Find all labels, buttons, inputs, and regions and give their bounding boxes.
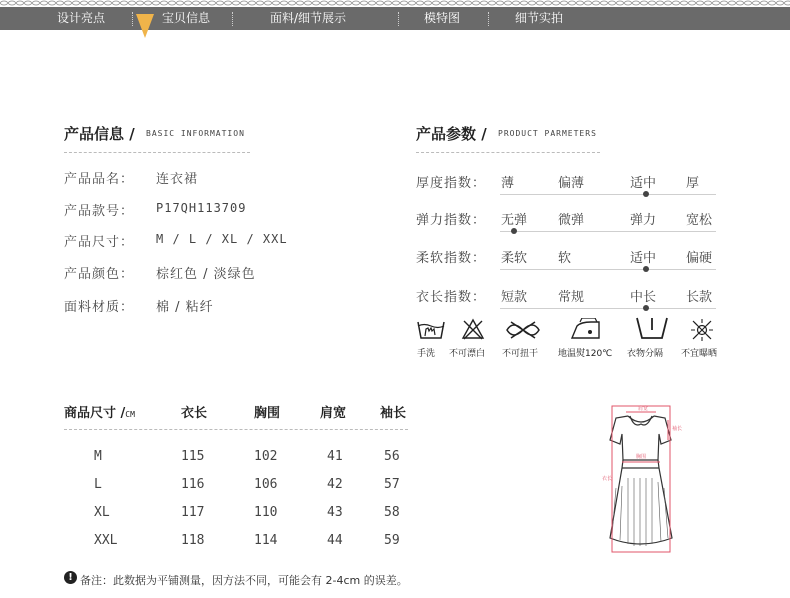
param-label: 衣长指数： bbox=[416, 290, 487, 305]
info-label-material: 面料材质： bbox=[64, 300, 135, 315]
no-bleach-icon bbox=[461, 318, 485, 340]
nav-divider bbox=[232, 12, 233, 26]
divider bbox=[416, 152, 600, 153]
param-level: 适中 bbox=[630, 176, 657, 191]
hand-wash-icon bbox=[416, 318, 446, 342]
diagram-label-chest: 胸围 bbox=[636, 454, 647, 460]
param-label: 厚度指数： bbox=[416, 176, 487, 191]
size-table-cell: 117 bbox=[181, 505, 205, 520]
size-table-cell: 56 bbox=[384, 449, 400, 464]
info-value-colors: 棕红色 / 淡绿色 bbox=[156, 267, 256, 282]
nav-item-model-photos[interactable]: 模特图 bbox=[424, 11, 461, 25]
dress-measurement-diagram bbox=[600, 398, 682, 556]
size-table-cell: 42 bbox=[327, 477, 343, 492]
info-value-material: 棉 / 粘纤 bbox=[156, 300, 214, 315]
param-level: 弹力 bbox=[630, 213, 657, 228]
param-scale-line bbox=[500, 194, 716, 195]
no-wring-icon bbox=[503, 320, 543, 340]
nav-item-design-highlights[interactable]: 设计亮点 bbox=[57, 11, 106, 25]
size-table-unit: CM bbox=[125, 410, 135, 419]
nav-divider bbox=[488, 12, 489, 26]
size-table-cell: 43 bbox=[327, 505, 343, 520]
care-label-no-sun-dry: 不宜曝晒 bbox=[681, 349, 718, 359]
info-value-name: 连衣裙 bbox=[156, 172, 199, 187]
size-table-cell: 58 bbox=[384, 505, 400, 520]
param-level: 适中 bbox=[630, 251, 657, 266]
param-level: 无弹 bbox=[501, 213, 528, 228]
section-nav bbox=[0, 7, 790, 30]
param-level: 中长 bbox=[630, 290, 657, 305]
info-label-colors: 产品颜色： bbox=[64, 267, 135, 282]
param-selected-marker bbox=[511, 228, 517, 234]
size-table-header-shoulder: 肩宽 bbox=[320, 406, 347, 421]
nav-divider bbox=[398, 12, 399, 26]
info-value-sizes: M / L / XL / XXL bbox=[156, 232, 288, 246]
size-table-size: XL bbox=[94, 505, 110, 520]
low-iron-icon bbox=[569, 318, 605, 342]
param-level: 偏薄 bbox=[558, 176, 585, 191]
param-level: 厚 bbox=[686, 176, 700, 191]
param-selected-marker bbox=[643, 191, 649, 197]
info-label-name: 产品品名： bbox=[64, 172, 135, 187]
diagram-label-sleeve: 袖长 bbox=[672, 426, 682, 432]
nav-item-product-info[interactable]: 宝贝信息 bbox=[162, 11, 211, 25]
size-table-cell: 106 bbox=[254, 477, 278, 492]
product-info-title-en: BASIC INFORMATION bbox=[146, 129, 245, 138]
size-table-size: M bbox=[94, 449, 102, 464]
top-border-pattern bbox=[0, 0, 790, 6]
measurement-note: 备注：此数据为平铺测量，因方法不同，可能会有 2-4cm 的误差。 bbox=[80, 574, 408, 587]
param-scale-line bbox=[500, 269, 716, 270]
param-level: 偏硬 bbox=[686, 251, 713, 266]
size-table-size: XXL bbox=[94, 533, 118, 548]
param-selected-marker bbox=[643, 266, 649, 272]
size-table-header-size: 商品尺寸 /CM bbox=[64, 406, 135, 421]
active-tab-indicator bbox=[136, 14, 154, 38]
size-table-cell: 57 bbox=[384, 477, 400, 492]
size-table-cell: 116 bbox=[181, 477, 205, 492]
size-table-cell: 44 bbox=[327, 533, 343, 548]
param-selected-marker bbox=[643, 305, 649, 311]
diagram-label-length: 衣长 bbox=[602, 476, 613, 482]
param-scale-line bbox=[500, 231, 716, 232]
size-table-size: L bbox=[94, 477, 102, 492]
param-level: 微弹 bbox=[558, 213, 585, 228]
size-table-cell: 114 bbox=[254, 533, 278, 548]
no-sun-dry-icon bbox=[690, 318, 714, 342]
product-params-title: 产品参数 / bbox=[416, 125, 487, 143]
care-label-low-iron: 地温熨120℃ bbox=[558, 349, 613, 359]
nav-item-detail-photos[interactable]: 细节实拍 bbox=[515, 11, 564, 25]
nav-divider bbox=[132, 12, 133, 26]
size-table-cell: 41 bbox=[327, 449, 343, 464]
size-table-cell: 118 bbox=[181, 533, 205, 548]
care-label-hand-wash: 手洗 bbox=[417, 349, 436, 359]
size-table-header-length: 衣长 bbox=[181, 406, 208, 421]
wash-separately-icon bbox=[634, 316, 670, 342]
care-label-wash-separately: 衣物分隔 bbox=[627, 349, 664, 359]
param-label: 弹力指数： bbox=[416, 213, 487, 228]
param-level: 常规 bbox=[558, 290, 585, 305]
param-level: 长款 bbox=[686, 290, 713, 305]
care-label-no-wring: 不可扭干 bbox=[502, 349, 539, 359]
param-scale-line bbox=[500, 308, 716, 309]
size-table-cell: 115 bbox=[181, 449, 205, 464]
size-table-cell: 102 bbox=[254, 449, 278, 464]
info-label-style-no: 产品款号： bbox=[64, 204, 135, 219]
info-label-sizes: 产品尺寸： bbox=[64, 235, 135, 250]
product-params-title-en: PRODUCT PARMETERS bbox=[498, 129, 597, 138]
diagram-label-shoulder: 肩宽 bbox=[638, 406, 649, 412]
warning-icon: ! bbox=[64, 571, 77, 584]
param-level: 柔软 bbox=[501, 251, 528, 266]
param-level: 宽松 bbox=[686, 213, 713, 228]
divider bbox=[64, 152, 250, 153]
product-info-title: 产品信息 / bbox=[64, 125, 135, 143]
param-level: 薄 bbox=[501, 176, 515, 191]
size-table-cell: 110 bbox=[254, 505, 278, 520]
care-label-no-bleach: 不可漂白 bbox=[449, 349, 486, 359]
info-value-style-no: P17QH113709 bbox=[156, 201, 247, 215]
size-table-header-chest: 胸围 bbox=[254, 406, 281, 421]
divider bbox=[64, 429, 408, 430]
param-level: 软 bbox=[558, 251, 572, 266]
nav-item-fabric-details[interactable]: 面料/细节展示 bbox=[270, 11, 347, 25]
size-table-header-sleeve: 袖长 bbox=[380, 406, 407, 421]
param-level: 短款 bbox=[501, 290, 528, 305]
param-label: 柔软指数： bbox=[416, 251, 487, 266]
size-table-cell: 59 bbox=[384, 533, 400, 548]
